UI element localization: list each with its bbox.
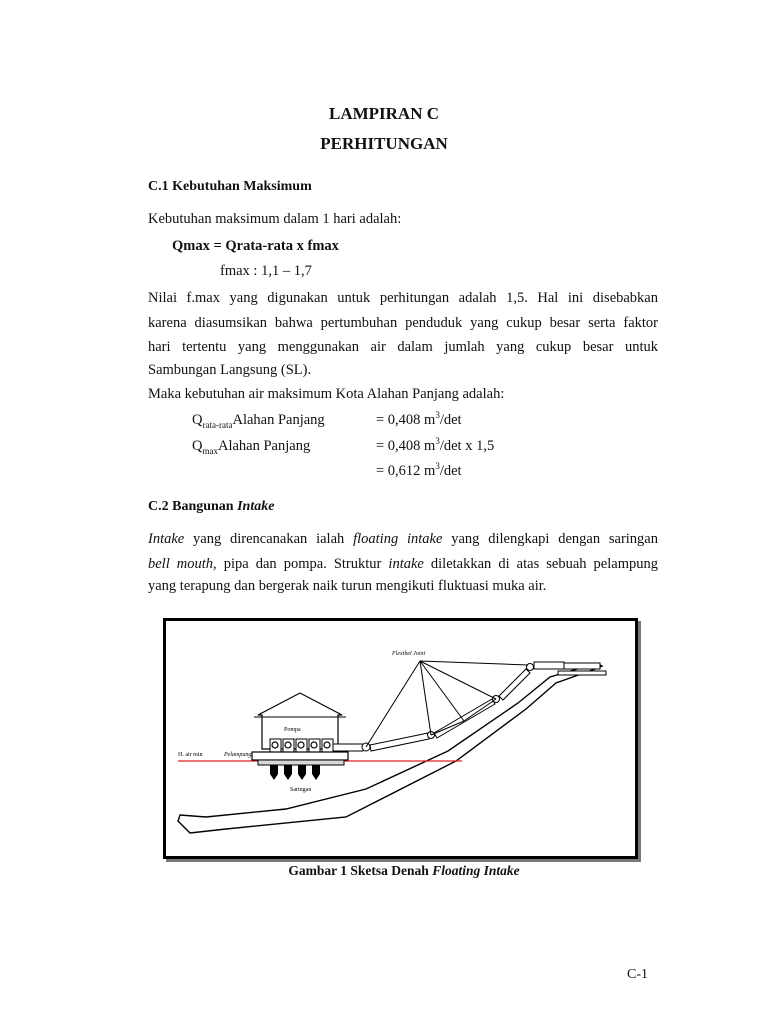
outlet-pipe — [333, 744, 363, 751]
paragraph-intake-line-1: Intake yang direncanakan ialah floating intake yang dilengkapi dengan saringan — [148, 531, 658, 547]
intro-text: Kebutuhan maksimum dalam 1 hari adalah: — [148, 211, 402, 227]
screens — [270, 765, 320, 780]
pontoon — [252, 752, 348, 760]
shore-platform-2 — [558, 671, 606, 675]
figure-caption: Gambar 1 Sketsa Denah Floating Intake — [288, 863, 520, 878]
paragraph-fmax-line-4: Sambungan Langsung (SL). — [148, 362, 312, 378]
label-pompa: Pompa — [284, 727, 301, 733]
paragraph-fmax-line-2: karena diasumsikan bahwa pertumbuhan penduduk yang cukup besar serta faktor — [148, 315, 658, 331]
paragraph-fmax-line-3: hari tertentu yang menggunakan air dalam jumlah yang cukup besar untuk — [148, 339, 658, 355]
paragraph-intake-line-2: bell mouth, pipa dan pompa. Struktur intake diletakkan di atas sebuah pelampung — [148, 556, 658, 572]
formula-qmax: Qmax = Qrata-rata x fmax — [172, 238, 339, 254]
screen — [284, 765, 292, 780]
sketch-svg — [166, 621, 635, 856]
cable-stays — [366, 661, 528, 747]
appendix-title: LAMPIRAN C — [328, 104, 440, 123]
calc-result: = 0,612 $m^3/\det$ — [376, 461, 462, 479]
maka-text: Maka kebutuhan air maksimum Kota Alahan Panjang adalah: — [148, 386, 505, 402]
embankment — [178, 664, 602, 833]
paragraph-intake-line-3: yang terapung dan bergerak naik turun mengikuti fluktuasi muka air. — [148, 578, 547, 594]
appendix-subtitle: PERHITUNGAN — [320, 134, 448, 153]
screen — [270, 765, 278, 780]
label-water-level: H. air min — [178, 752, 203, 758]
calc-label-max: $Q_{max}Alahan$ Panjang — [192, 438, 311, 456]
pontoon-lower — [258, 760, 344, 765]
page-number: C-1 — [627, 967, 648, 982]
section-heading-c1: C.1 Kebutuhan Maksimum — [148, 179, 312, 194]
pipe-segment — [434, 699, 495, 738]
floating-intake-sketch — [163, 618, 638, 859]
pipe-segment — [370, 733, 429, 751]
screen — [312, 765, 320, 780]
label-saringan: Saringan — [290, 787, 312, 793]
screen — [298, 765, 306, 780]
pipe-end — [534, 662, 564, 669]
calc-value-rata: = 0,408 $m^3/\det$ — [376, 410, 462, 428]
calc-label-rata: $Q_{rata-rata}Alahan$ Panjang — [192, 412, 325, 430]
section-heading-c2: C.2 Bangunan Intake — [148, 499, 275, 514]
label-pelampung: Pelampung — [224, 752, 252, 758]
paragraph-fmax-line-1: Nilai f.max yang digunakan untuk perhitungan adalah 1,5. Hal ini disebabkan — [148, 290, 658, 306]
label-flexible-joint: Flexibel Joint — [392, 651, 426, 657]
fmax-range: fmax : 1,1 – 1,7 — [220, 263, 312, 279]
calc-value-max: = 0,408 $m^3/\det$ x 1,5 — [376, 436, 495, 454]
pipe-segment — [499, 669, 530, 700]
